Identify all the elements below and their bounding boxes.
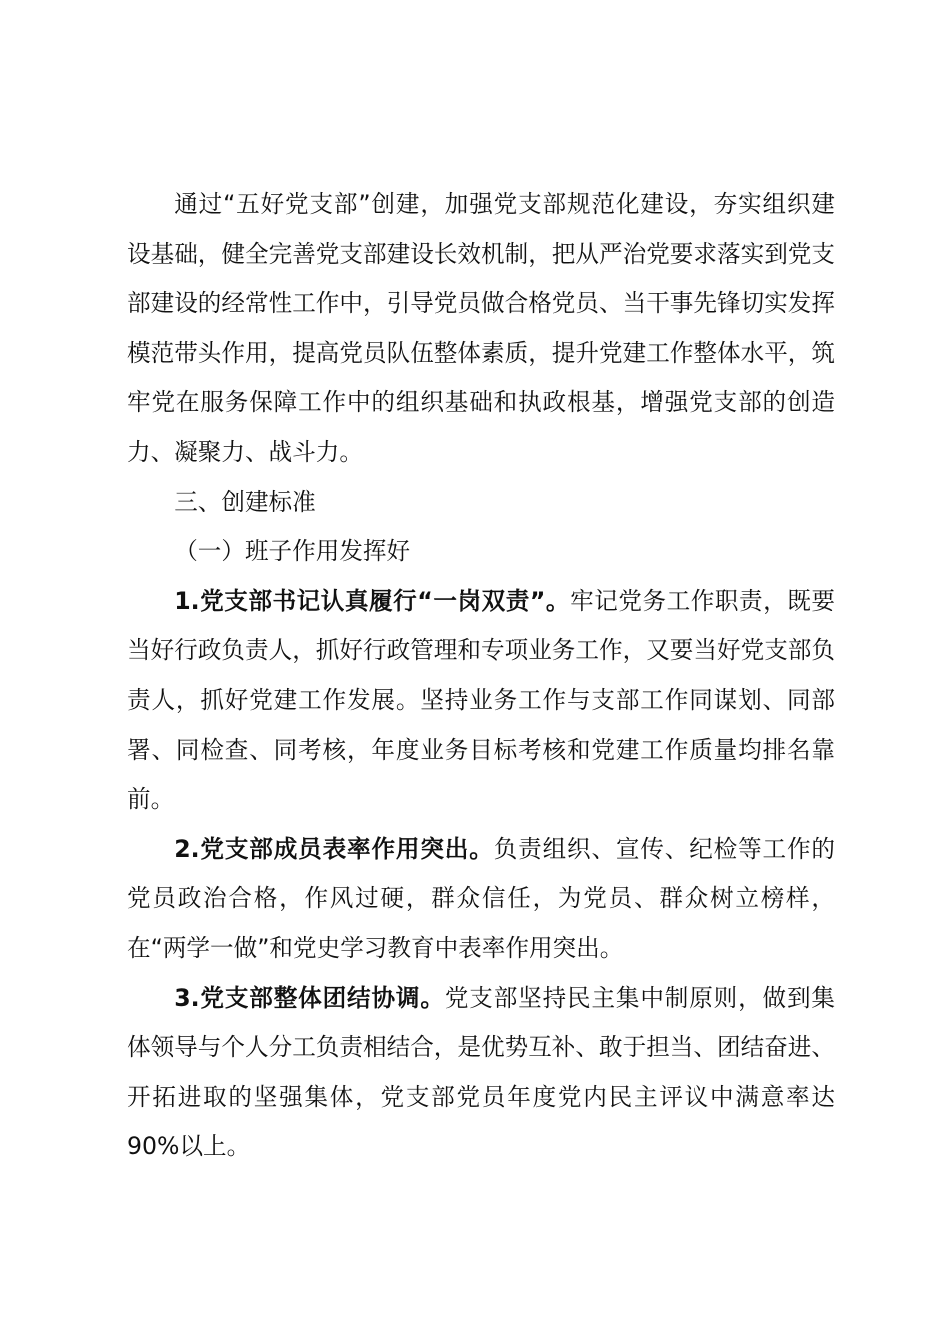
- item-body: 负责组织、宣传、纪检等工作的党员政治合格，作风过硬，群众信任，为党员、群众树立榜样，在“两学一做”和党史学习教育中表率作用突出。: [127, 834, 835, 962]
- item-body: 党支部坚持民主集中制原则，做到集体领导与个人分工负责相结合，是优势互补、敢于担当、团结奋进、开拓进取的坚强集体，党支部党员年度党内民主评议中满意率达 90%以上。: [127, 983, 835, 1161]
- item-lead: 1.党支部书记认真履行“一岗双责”。: [174, 586, 571, 615]
- section-heading: 三、创建标准: [174, 487, 316, 516]
- item-lead: 3.党支部整体团结协调。: [174, 983, 445, 1012]
- document-body: [127, 180, 835, 1172]
- item-lead: 2.党支部成员表率作用突出。: [174, 834, 494, 863]
- standard-item-3: [127, 974, 835, 1172]
- subsection-heading: （一）班子作用发挥好: [174, 537, 411, 566]
- standard-item-2: [127, 825, 835, 974]
- intro-paragraph: 通过“五好党支部”创建，加强党支部规范化建设，夯实组织建设基础，健全完善党支部建设长效机制，把从严治党要求落实到党支部建设的经常性工作中，引导党员做合格党员、当干事先锋切实发挥模范带头作用，提高党员队伍整体素质，提升党建工作整体水平，筑牢党在服务保障工作中的组织基础和执政根基，增强党支部的创造力、凝聚力、战斗力。: [127, 190, 835, 466]
- standard-item-1: [127, 577, 835, 825]
- item-body: 牢记党务工作职责，既要当好行政负责人，抓好行政管理和专项业务工作，又要当好党支部负责人，抓好党建工作发展。坚持业务工作与支部工作同谋划、同部署、同检查、同考核，年度业务目标考核和党建工作质量均排名靠前。: [127, 586, 835, 814]
